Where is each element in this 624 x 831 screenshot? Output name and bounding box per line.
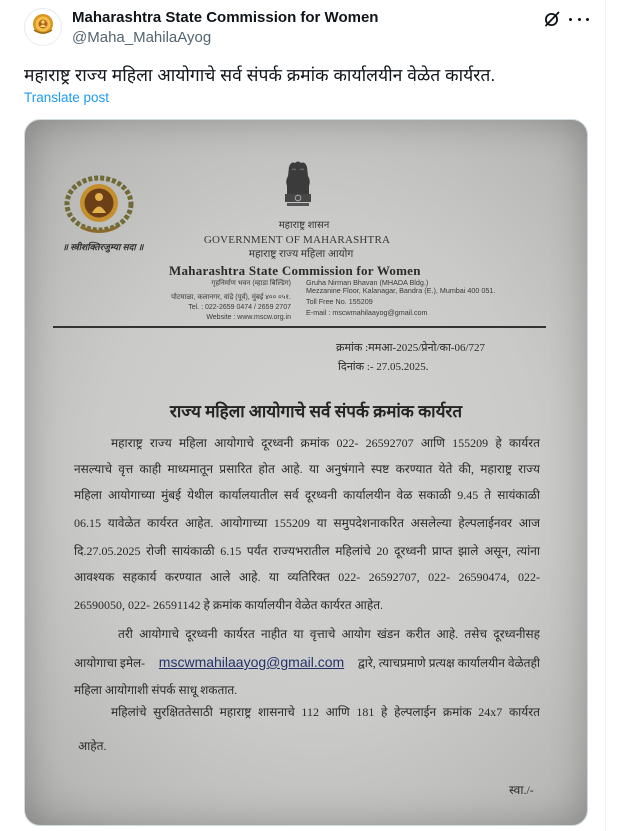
- address-marathi-line: पोटमाळा, कलानगर, वांद्रे (पूर्व), मुंबई ४०० ०५१.: [171, 294, 291, 301]
- address-phone-line: Tel. : 022-2659 0474 / 2659 2707: [188, 304, 291, 311]
- body-line: तरी आयोगाचे दूरध्वनी कार्यरत नाहीत या वृत्ताचे आयोग खंडन करीत आहे. तसेच दूरध्वनीसह: [118, 627, 540, 641]
- post-text: महाराष्ट्र राज्य महिला आयोगाचे सर्व संपर्क क्रमांक कार्यालयीन वेळेत कार्यरत.: [24, 65, 496, 85]
- address-marathi-line: गृहनिर्माण भवन (म्हाडा बिल्डिंग): [211, 280, 291, 287]
- mscw-emblem-icon: [63, 175, 135, 235]
- signature: स्वा./-: [509, 783, 534, 797]
- reference-number: क्रमांक :ममआ-2025/प्रेनो/का-06/727: [336, 342, 486, 354]
- govt-marathi-heading: महाराष्ट्र शासन: [278, 220, 330, 231]
- letter-document: [25, 120, 588, 826]
- author-display-name[interactable]: Maharashtra State Commission for Women: [72, 9, 379, 26]
- letter-title: राज्य महिला आयोगाचे सर्व संपर्क क्रमांक कार्यरत: [169, 402, 463, 421]
- body-line: नसल्याचे वृत्त काही माध्यमातून प्रसारित होत आहे. या अनुषंगाने स्पष्ट करण्यात येते की, महाराष्ट्र राज्य: [74, 462, 540, 476]
- address-email-line: E-mail : mscwmahilaayog@gmail.com: [306, 308, 428, 317]
- body-line: महिला आयोगाशी संपर्क साधू शकतात.: [74, 683, 238, 697]
- commission-marathi-heading: महाराष्ट्र राज्य महिला आयोग: [248, 249, 354, 260]
- more-horizontal-icon[interactable]: [569, 11, 589, 27]
- letter-date: दिनांक :- 27.05.2025.: [338, 361, 429, 373]
- letterhead-divider: [53, 326, 546, 328]
- body-line: आहेत.: [78, 739, 107, 753]
- body-email-address: mscwmahilaayog@gmail.com: [158, 654, 345, 670]
- body-email-prefix: आयोगाचा इमेल-: [74, 656, 146, 670]
- author-handle[interactable]: @Maha_MahilaAyog: [72, 29, 212, 46]
- address-english-line: Gruha Nirman Bhavan (MHADA Bldg.): [306, 278, 429, 287]
- timeline-border: [605, 0, 606, 831]
- dot-icon: [586, 18, 589, 21]
- address-website-line: Website : www.mscw.org.in: [206, 314, 291, 321]
- address-english-line: Mezzanine Floor, Kalanagar, Bandra (E.), Mumbai 400 051.: [306, 286, 496, 295]
- body-email-suffix: द्वारे, त्याचप्रमाणे प्रत्यक्ष कार्यालयीन वेळेतही: [357, 656, 540, 670]
- post-media-photo[interactable]: [24, 119, 588, 826]
- body-line: महिला आयोगाच्या मुंबई येथील कार्यालयातील सर्व दूरध्वनी कार्यालयीन वेळ सकाळी 9.45 ते सायंकाळी: [74, 488, 540, 502]
- body-line: आवश्यक सहकार्य करण्यात आले आहे. या व्यतिरिक्त 022- 26592707, 022- 26590474, 022-: [74, 570, 540, 584]
- address-tollfree-line: Toll Free No. 155209: [306, 297, 373, 306]
- dot-icon: [578, 18, 581, 21]
- ashoka-emblem-icon: [281, 160, 315, 216]
- body-line: 26590050, 022- 26591142 हे क्रमांक कार्यालयीन वेळेत कार्यरत आहेत.: [74, 598, 384, 612]
- body-email-line: [74, 652, 540, 672]
- govt-english-heading: GOVERNMENT OF MAHARASHTRA: [203, 234, 391, 246]
- body-line: महाराष्ट्र राज्य महिला आयोगाचे दूरध्वनी क्रमांक 022- 26592707 आणि 155209 हे कार्यरत: [111, 436, 540, 450]
- grok-icon[interactable]: [543, 10, 561, 28]
- body-line: दि.27.05.2025 रोजी सायंकाळी 6.15 पर्यंत राज्यभरातील महिलांचे 20 दूरध्वनी प्राप्त झाले असून, त्यांना: [74, 544, 540, 558]
- motto: ॥ स्त्रीशक्तिरजुम्या सदा ॥: [62, 242, 144, 252]
- body-line: 06.15 यावेळेत कार्यरत आहेत. आयोगाच्या 155209 या समुपदेशनाकरित असलेल्या हेल्पलाईनवर आज: [74, 516, 540, 530]
- avatar[interactable]: [24, 8, 62, 46]
- body-line: महिलांचे सुरक्षिततेसाठी महाराष्ट्र शासनाचे 112 आणि 181 हे हेल्पलाईन क्रमांक 24x7 कार्यरत: [111, 705, 540, 719]
- dot-icon: [569, 18, 572, 21]
- translate-post-link[interactable]: Translate post: [24, 90, 110, 105]
- mscw-logo-icon: [25, 9, 61, 45]
- commission-english-heading: Maharashtra State Commission for Women: [169, 263, 421, 278]
